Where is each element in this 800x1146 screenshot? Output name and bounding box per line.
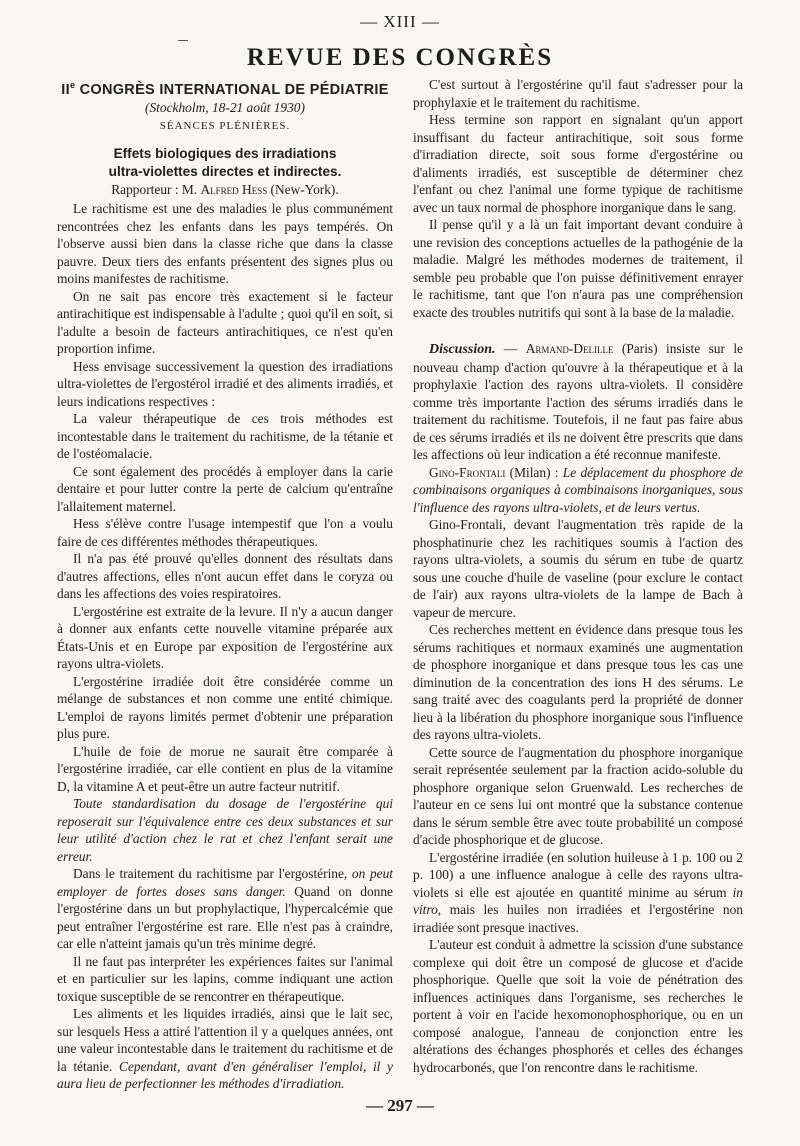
congress-location: (Stockholm, 18-21 août 1930) — [145, 99, 305, 115]
communication-title: Le déplacement du phosphore de combinaisons organiques à combinaisons inorganiques, sous l'influence des rayons ultra-violets, et de leurs vertus. — [413, 464, 743, 515]
paragraph: Hess termine son rapport en signalant qu'un apport insuffisant du facteur antirachitique, soit sous forme d'irradiation directe, soit sous forme d'ergostérine ou d'aliments irradiés, est susceptible de déterminer chez l'enfant ou chez l'animal une forme typique de rachitisme avec un taux normal de phosphore inorganique dans le sang. — [413, 112, 743, 215]
congress-sup: e — [69, 80, 76, 90]
paragraph — [413, 849, 743, 937]
italic-run: in vitro — [413, 884, 743, 917]
text-run: Dans le traitement du rachitisme par l'ergostérine, — [73, 866, 352, 882]
paragraph: Il pense qu'il y a là un fait important devant conduire à une revision des conceptions actuelles de la pathogénie de la maladie. Malgré les méthodes modernes de traitement, il semble peu probable que l'on puisse définitivement enrayer le rachitisme, tant que l'on n'aura pas une compréhension exacte des troubles nutritifs qui sont à la base de la maladie. — [413, 217, 743, 320]
paragraph: C'est surtout à l'ergostérine qu'il faut s'adresser pour la prophylaxie et le traitement du rachitisme. — [413, 77, 743, 110]
article-title-line2: ultra-violettes directes et indirectes. — [108, 163, 342, 179]
paragraph: La valeur thérapeutique de ces trois méthodes est incontestable dans le traitement du rachitisme, de la tétanie et de l'ostéomalacie. — [57, 411, 393, 462]
discussion-label: Discussion. — [429, 342, 496, 357]
italic-paragraph: Toute standardisation du dosage de l'ergostérine qui reposerait sur l'équivalence entre ces deux substances et sur leur utilité d'action chez le rat et chez l'enfant serait une erreur. — [57, 796, 393, 864]
discussion-dash: — — [495, 341, 526, 356]
rapporteur-city: (New-York). — [267, 181, 339, 197]
page-folio: — 297 — — [366, 1096, 434, 1115]
seances-label: SÉANCES PLÉNIÈRES. — [159, 120, 291, 133]
paragraph: Ce sont également des procédés à employer dans la carie dentaire et pour lutter contre la perte de calcium qu'entraîne l'allaitement maternel. — [57, 463, 393, 514]
congress-prefix: II — [61, 81, 70, 98]
paragraph: On ne sait pas encore très exactement si le facteur antirachitique est indispensable à l'adulte ; quoi qu'il en soit, si l'adulte a besoin de facteurs antirachitiques, ce n'est qu'en proportion infime. — [57, 288, 393, 357]
article-title — [57, 145, 393, 181]
left-column — [57, 76, 393, 1093]
paragraph: Hess s'élève contre l'usage intempestif que l'on a voulu faire de ces différentes méthodes thérapeutiques. — [57, 516, 393, 549]
paragraph: L'ergostérine irradiée doit être considérée comme un mélange de substances et non comme une entité chimique. L'emploi de rayons limités permet d'obtenir une préparation plus pure. — [57, 673, 393, 742]
paragraph — [57, 1005, 393, 1093]
rapporteur-line — [57, 181, 393, 199]
rapporteur-label: Rapporteur : M. — [111, 181, 201, 197]
italic-run: on peut employer de fortes doses sans danger. — [57, 866, 394, 899]
article-title-line1: Effets biologiques des irradiations — [113, 145, 337, 161]
text-run: L'ergostérine irradiée (en solution huileuse à 1 p. 100 ou 2 p. 100) a une influence analogue à celle des rayons ultra-violets si elle est ajoutée en quantité minime au sérum — [413, 849, 743, 900]
paragraph: Gino-Frontali, devant l'augmentation très rapide de la phosphatinurie chez les rachitiques soumis à l'action des rayons ultra-violets, a soumis du sérum en tube de quartz sous une couche d'huile de vaseline (pour exclure le contact de l'air) aux rayons ultra-violets de la lampe de Bach à vapeur de mercure. — [413, 517, 743, 620]
discussion-paragraph — [413, 340, 743, 464]
roman-page-number: — XIII — — [360, 12, 440, 31]
paragraph: Ces recherches mettent en évidence dans presque tous les sérums rachitiques et normaux examinés une augmentation de phosphore inorganique et dans presque tous les cas une diminution de la concentration des ions H des sérums. Le sang traité avec des coagulants perd la propriété de donner lieu à la libération du phosphore inorganique sous l'influence des rayons ultra-violets. — [413, 622, 743, 742]
page-title: REVUE DES CONGRÈS — [246, 44, 554, 71]
paragraph: Le rachitisme est une des maladies le plus communément rencontrées chez les enfants dans les pays tempérés. On l'observe aussi bien dans la classe riche que dans la classe pauvre. Deux tiers des enfants présentent des signes plus ou moins manifestes de rachitisme. — [57, 201, 393, 287]
italic-run: Cependant, avant d'en généraliser l'emploi, il y aura lieu de perfectionner les méthodes d'irradiation. — [57, 1058, 393, 1092]
paragraph: Il ne faut pas interpréter les expériences faites sur l'animal et en particulier sur les lapins, comme indiquant une action toxique susceptible de se rencontrer en thérapeutique. — [57, 953, 393, 1004]
congress-heading — [57, 76, 393, 99]
rapporteur-name: Alfred Hess — [200, 181, 268, 197]
margin-mark — [178, 40, 188, 41]
paragraph — [57, 865, 393, 953]
text-run: Quand on donne l'ergostérine dans un but prophylactique, l'hypercalcémie que peut entraîner l'ergostérine est rare. Elle n'est pas à craindre, car elle n'atteint jamais qu'un très minime degré. — [57, 883, 393, 952]
paragraph: Il n'a pas été prouvé qu'elles donnent des résultats dans d'autres affections, elles n'ont aucun effet dans le coryza ou dans les affections des voies respiratoires. — [57, 551, 393, 602]
section-gap — [413, 321, 743, 340]
paragraph: Hess envisage successivement la question des irradiations ultra-violettes de l'ergostérol irradié et des aliments irradiés, et leurs indications respectives : — [57, 358, 393, 409]
paragraph: L'ergostérine est extraite de la levure. Il n'y a aucun danger à donner aux enfants cette nouvelle vitamine préparée aux États-Unis et en Europe par exposition de l'ergostérine aux rayons ultra-violets. — [57, 603, 393, 672]
paragraph: L'auteur est conduit à admettre la scission d'une substance complexe qui doit être un composé de glucose et d'acide phosphorique. Quelle que soit la voie de pénétration des influences actiniques dans l'organisme, ses recherches le portent à voir en l'acide hexomonophosphorique, ou en un composé analogue, l'anneau de conjonction entre les altérations des échanges phosphorés et celles des échanges hydrocarbonés, que l'on rencontre dans le rachitisme. — [413, 937, 743, 1075]
right-column — [413, 76, 743, 1076]
paragraph: Cette source de l'augmentation du phosphore inorganique serait représentée seulement par la fraction acido-soluble du phosphore organique selon Gruenwald. Les recherches de l'auteur en ce sens lui ont montré que la substance contenue dans le sérum semble être avec toute probabilité un composé d'acide phosphorique et de glucose. — [413, 744, 743, 847]
communication-heading — [413, 464, 743, 517]
speaker-name: Gino-Frontali — [429, 464, 506, 480]
speaker-city: (Milan) : — [505, 464, 563, 480]
speaker-name: Armand-Delille — [525, 341, 614, 356]
congress-rest: CONGRÈS INTERNATIONAL DE PÉDIATRIE — [75, 81, 389, 98]
text-run: Les aliments et les liquides irradiés, ainsi que le lait sec, sur lesquels Hess a attiré l'attention il y a quelques années, ont une valeur incontestable dans le traitement du rachitisme et de la tétanie. — [57, 1006, 393, 1074]
paragraph: L'huile de foie de morue ne saurait être comparée à l'ergostérine irradiée, car elle contient en plus de la vitamine D, la vitamine A et peut-être un autre facteur nutritif. — [57, 743, 393, 794]
text-run: , mais les huiles non irradiées et l'ergostérine non irradiée sont presque inactives. — [413, 902, 743, 935]
text-run: (Paris) insiste sur le nouveau champ d'action qu'ouvre à la thérapeutique et à la prophylaxie l'action des rayons ultra-violets. Il considère comme très importante l'action des sérums irradiés dans le traitement du rachitisme. Toutefois, il ne faut pas faire abus de ces sérums irradiés et ils ne doivent être prescrits que dans les affections où leur indication a été reconnue manifeste. — [413, 341, 743, 462]
